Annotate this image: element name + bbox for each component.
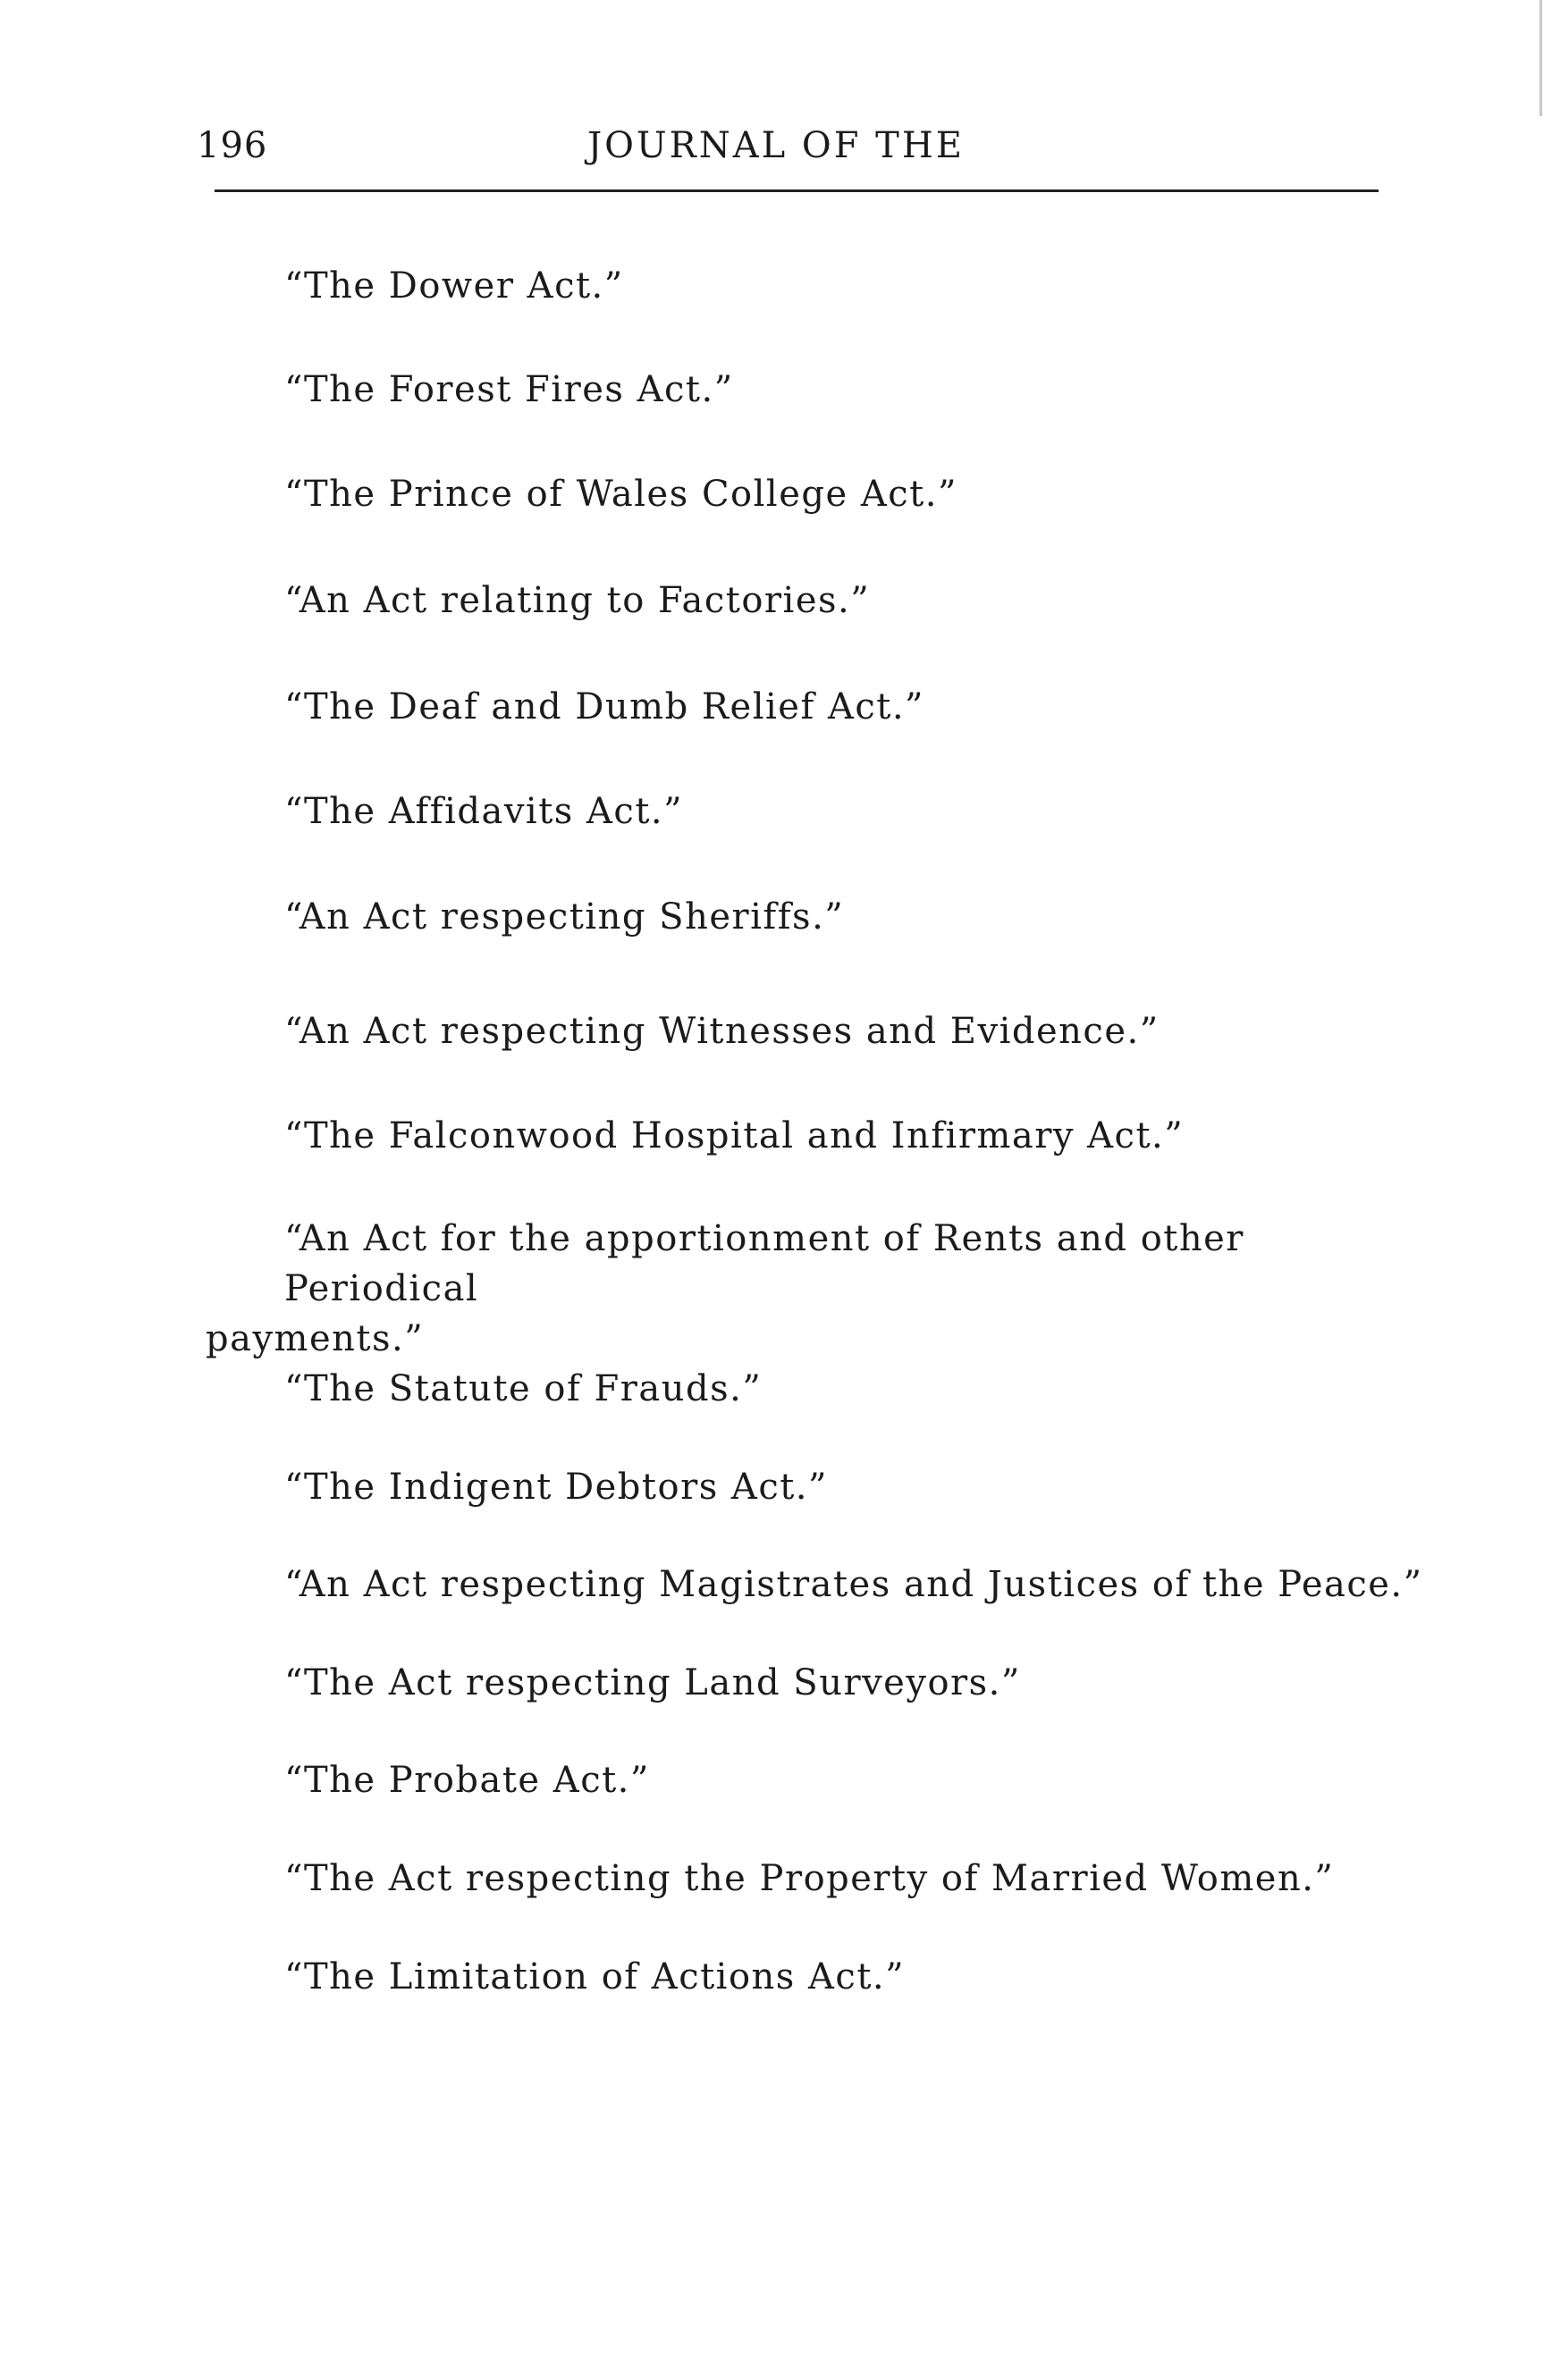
list-item: “The Probate Act.” — [284, 1760, 650, 1801]
running-head: JOURNAL OF THE — [587, 125, 965, 166]
list-item: “The Statute of Frauds.” — [284, 1368, 763, 1409]
list-item: “The Deaf and Dumb Relief Act.” — [284, 686, 924, 727]
list-item: “The Act respecting Land Surveyors.” — [284, 1662, 1021, 1703]
list-item: “The Act respecting the Property of Married Women.” — [284, 1858, 1335, 1899]
page-edge-mark — [1539, 0, 1542, 116]
list-item: “The Forest Fires Act.” — [284, 369, 734, 410]
list-item: “An Act respecting Magistrates and Justices of the Peace.” — [284, 1564, 1423, 1605]
list-item-continuation: payments.” — [206, 1318, 425, 1359]
list-item-multiline — [206, 1214, 1420, 1364]
page-number: 196 — [197, 125, 268, 166]
list-item: “An Act respecting Sheriffs.” — [284, 896, 845, 938]
list-item: “The Dower Act.” — [284, 265, 624, 307]
list-item: “The Prince of Wales College Act.” — [284, 474, 957, 515]
header-rule — [215, 189, 1379, 192]
list-item: “The Affidavits Act.” — [284, 791, 684, 832]
list-item-line: “An Act for the apportionment of Rents and other Periodical — [284, 1218, 1244, 1309]
list-item: “The Limitation of Actions Act.” — [284, 1956, 906, 1997]
list-item: “An Act relating to Factories.” — [284, 580, 871, 621]
list-item: “The Falconwood Hospital and Infirmary Act.” — [284, 1115, 1185, 1156]
list-item: “An Act respecting Witnesses and Evidence.” — [284, 1011, 1160, 1052]
list-item: “The Indigent Debtors Act.” — [284, 1467, 828, 1508]
